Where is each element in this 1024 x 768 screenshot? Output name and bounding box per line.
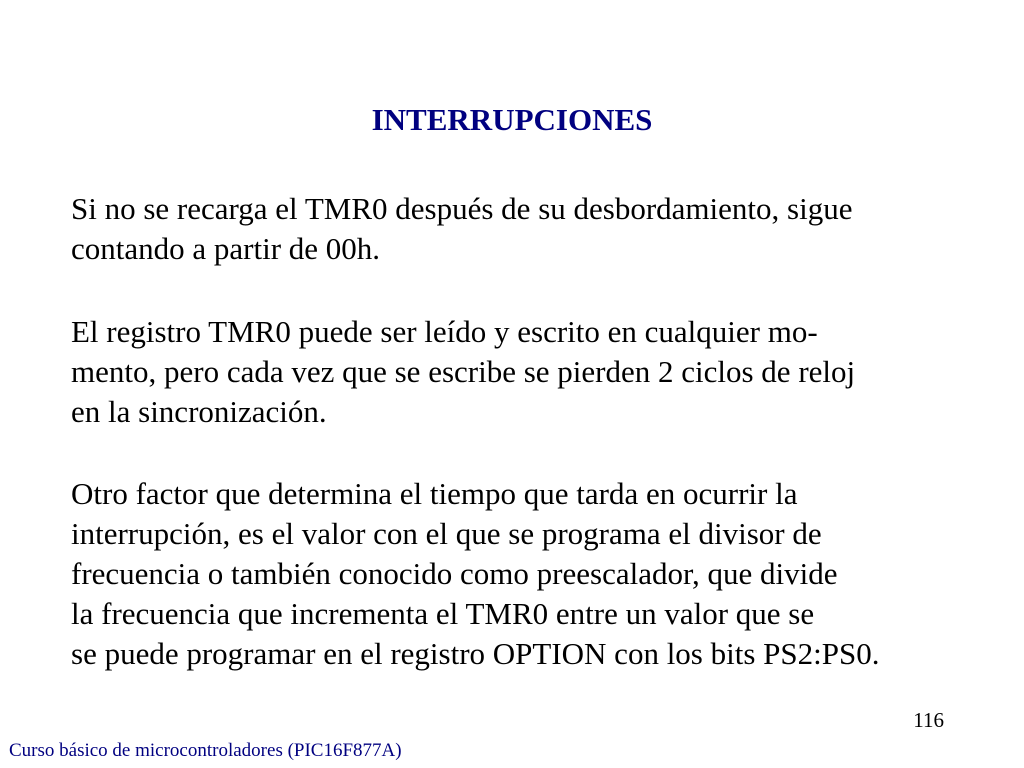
paragraph-line: El registro TMR0 puede ser leído y escrito en cualquier mo- [71, 314, 818, 349]
paragraph-tmr0-reload [71, 189, 971, 269]
paragraph-line: se puede programar en el registro OPTION con los bits PS2:PS0. [71, 636, 880, 671]
paragraph-prescaler [71, 474, 971, 674]
paragraph-line: en la sincronización. [71, 394, 327, 429]
page-number: 116 [913, 708, 944, 732]
paragraph-line: mento, pero cada vez que se escribe se pierden 2 ciclos de reloj [71, 354, 856, 389]
footer-course-title: Curso básico de microcontroladores (PIC16F877A) [9, 740, 402, 761]
slide-title: INTERRUPCIONES [371, 102, 653, 137]
paragraph-tmr0-read-write [71, 312, 971, 432]
paragraph-line: Otro factor que determina el tiempo que tarda en ocurrir la [71, 476, 798, 511]
paragraph-line: contando a partir de 00h. [71, 231, 381, 266]
paragraph-line: interrupción, es el valor con el que se programa el divisor de [71, 516, 822, 551]
paragraph-line: Si no se recarga el TMR0 después de su desbordamiento, sigue [71, 191, 853, 226]
paragraph-line: frecuencia o también conocido como preescalador, que divide [71, 556, 838, 591]
paragraph-line: la frecuencia que incrementa el TMR0 entre un valor que se [71, 596, 815, 631]
